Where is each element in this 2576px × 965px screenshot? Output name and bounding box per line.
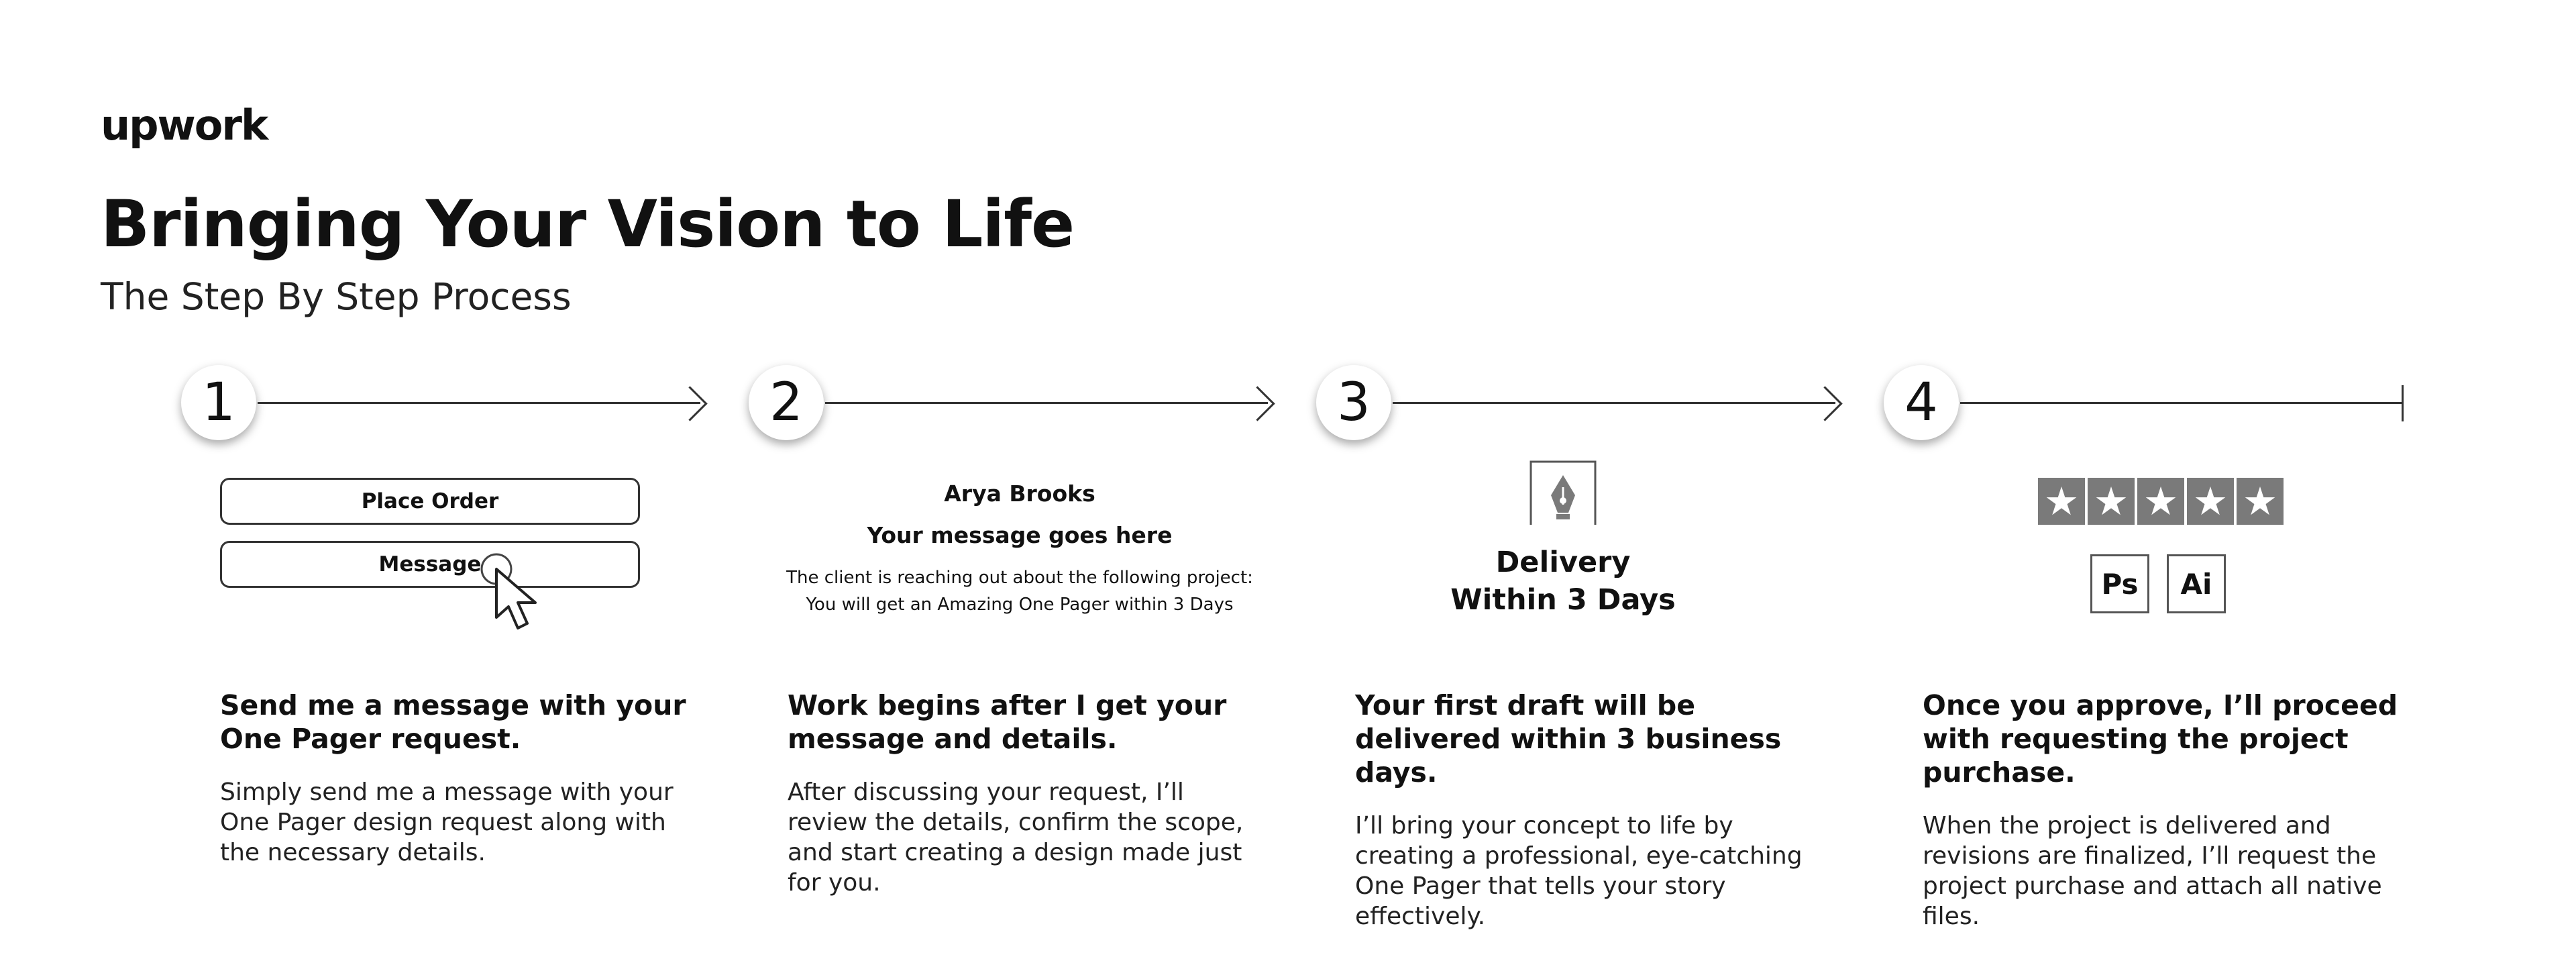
upwork-logo: upwork [101,101,268,150]
process-timeline [0,362,2576,443]
pen-nib-icon [1529,460,1597,525]
step-heading: Send me a message with your One Pager request. [220,689,686,755]
step-2-connector [825,402,1268,404]
step-heading: Work begins after I get your message and details. [788,689,1227,755]
star-icon: ★ [2088,478,2135,525]
step-4-number: 4 [1884,365,1959,440]
step-1-number: 1 [181,365,256,440]
step-1-connector [258,402,700,404]
step-4-description [1923,689,2432,931]
message-preview [751,478,1288,625]
rating-stars [2038,478,2284,525]
cursor-pointer-icon [478,549,551,636]
illustrator-icon: Ai [2167,554,2226,613]
step-4-visual [2033,478,2288,625]
delivery-days: Within 3 Days [1450,583,1676,617]
photoshop-icon: Ps [2090,554,2149,613]
step-body: Simply send me a message with your One Pager design request along with the necessary details. [220,778,674,866]
arrow-right-icon [1240,386,1275,421]
message-line-2: You will get an Amazing One Pager within 3 Days [806,595,1234,615]
step-1-visual [220,478,649,639]
place-order-button[interactable]: Place Order [220,478,640,525]
message-title: Your message goes here [867,522,1173,548]
sender-name: Arya Brooks [944,480,1095,507]
step-4-connector [1960,402,2403,404]
message-line-1: The client is reaching out about the following project: [786,568,1253,588]
step-3-description [1355,689,1825,931]
star-icon: ★ [2237,478,2284,525]
page-title: Bringing Your Vision to Life [101,187,1075,262]
timeline-end-cap [2402,385,2404,421]
step-heading: Your first draft will be delivered within 3 business days. [1355,689,1782,789]
delivery-label: Delivery [1495,546,1631,579]
step-body: After discussing your request, I’ll review the details, confirm the scope, and start creating a design made just for you. [788,778,1244,897]
star-icon: ★ [2038,478,2085,525]
message-button[interactable]: Message [220,541,640,588]
star-icon: ★ [2137,478,2184,525]
step-3-visual [1429,460,1697,628]
step-1-description [220,689,690,868]
step-2-number: 2 [749,365,824,440]
step-2-description [788,689,1257,898]
page-subtitle: The Step By Step Process [101,275,572,318]
step-3-connector [1393,402,1835,404]
arrow-right-icon [1807,386,1842,421]
step-body: I’ll bring your concept to life by creating a professional, eye-catching One Pager that tells your story effectively. [1355,812,1803,930]
step-body: When the project is delivered and revisions are finalized, I’ll request the project purchase and attach all native files. [1923,812,2382,930]
step-3-number: 3 [1316,365,1391,440]
arrow-right-icon [672,386,707,421]
step-heading: Once you approve, I’ll proceed with requesting the project purchase. [1923,689,2398,789]
star-icon: ★ [2187,478,2234,525]
